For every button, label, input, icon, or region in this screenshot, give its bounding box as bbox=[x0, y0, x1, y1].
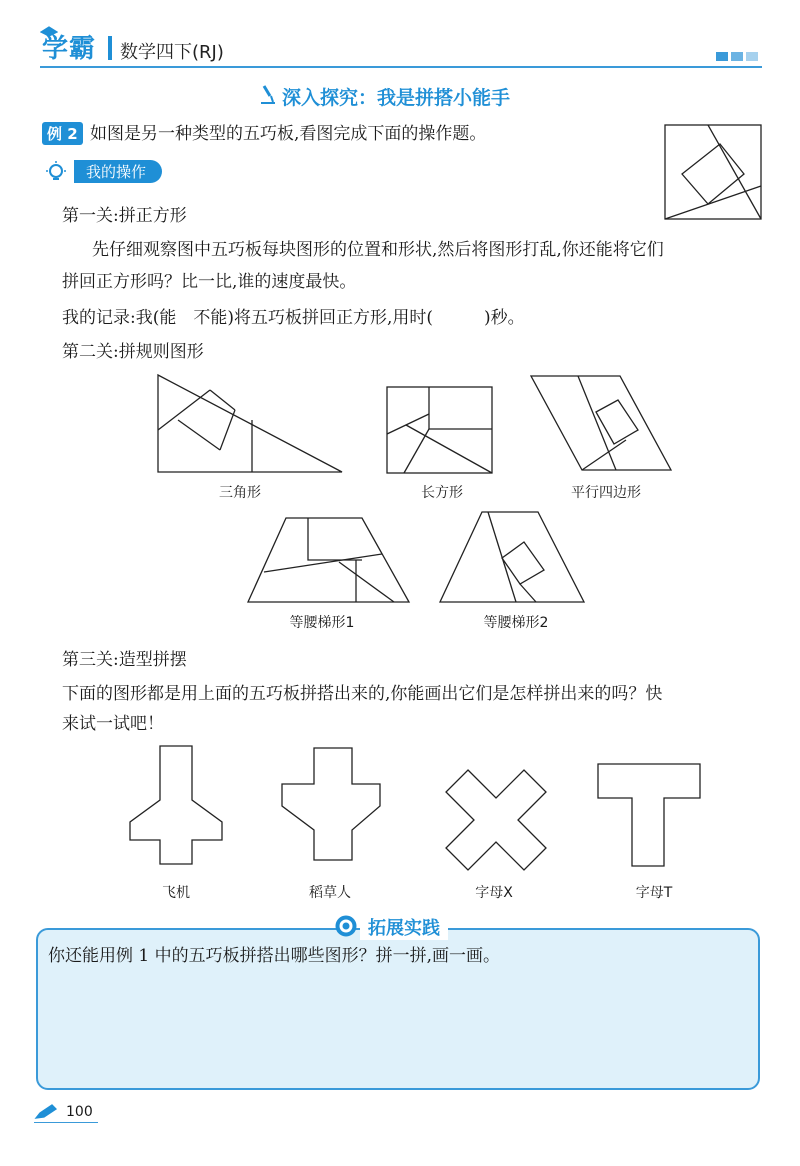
letter-t-figure bbox=[594, 760, 704, 872]
example-badge: 例 2 bbox=[42, 122, 83, 145]
tangram-square-figure bbox=[664, 124, 762, 224]
target-icon bbox=[334, 914, 358, 942]
triangle-figure bbox=[150, 370, 350, 476]
extension-text: 你还能用例 1 中的五巧板拼搭出哪些图形？拼一拼,画一画。 bbox=[48, 946, 501, 966]
shape-caption-scarecrow: 稻草人 bbox=[309, 885, 351, 901]
shape-caption-trapezoid2: 等腰梯形2 bbox=[483, 615, 549, 631]
level1-title: 第一关:拼正方形 bbox=[62, 206, 187, 226]
shape-caption-triangle: 三角形 bbox=[219, 485, 261, 501]
letter-x-figure bbox=[440, 764, 552, 876]
header-decoration bbox=[716, 52, 728, 61]
header-decoration bbox=[731, 52, 743, 61]
header-divider bbox=[108, 36, 112, 60]
level3-title: 第三关:造型拼摆 bbox=[62, 650, 187, 670]
pencil-icon bbox=[34, 1104, 58, 1124]
shape-caption-rectangle: 长方形 bbox=[421, 485, 463, 501]
level1-paragraph: 先仔细观察图中五巧板每块图形的位置和形状,然后将图形打乱,你还能将它们 bbox=[92, 240, 664, 260]
header-decoration bbox=[746, 52, 758, 61]
shape-caption-airplane: 飞机 bbox=[162, 885, 190, 901]
shape-caption-letter-t: 字母T bbox=[635, 885, 673, 901]
book-subtitle: 数学四下(RJ) bbox=[120, 42, 224, 63]
trapezoid2-figure bbox=[436, 508, 588, 606]
footer-rule bbox=[34, 1122, 98, 1123]
section-title: 深入探究：我是拼搭小能手 bbox=[282, 87, 511, 109]
lightbulb-icon bbox=[44, 160, 68, 188]
level2-title: 第二关:拼规则图形 bbox=[62, 342, 204, 362]
level1-paragraph: 拼回正方形吗？比一比,谁的速度最快。 bbox=[62, 272, 357, 292]
parallelogram-figure bbox=[526, 372, 676, 476]
page-number: 100 bbox=[66, 1104, 93, 1120]
airplane-figure bbox=[120, 742, 232, 868]
microscope-icon bbox=[258, 84, 278, 110]
level3-paragraph: 来试一试吧！ bbox=[62, 714, 164, 734]
shape-caption-letter-x: 字母X bbox=[475, 885, 513, 901]
rectangle-figure bbox=[384, 384, 496, 476]
operation-badge: 我的操作 bbox=[74, 160, 162, 183]
extension-title: 拓展实践 bbox=[360, 914, 448, 940]
scarecrow-figure bbox=[276, 744, 386, 864]
header-rule bbox=[40, 66, 762, 68]
level1-record: 我的记录:我(能 不能)将五巧板拼回正方形,用时( )秒。 bbox=[62, 308, 525, 328]
shape-caption-parallelogram: 平行四边形 bbox=[571, 485, 641, 501]
level3-paragraph: 下面的图形都是用上面的五巧板拼搭出来的,你能画出它们是怎样拼出来的吗？快 bbox=[62, 684, 663, 704]
trapezoid1-figure bbox=[244, 514, 414, 606]
example-text: 如图是另一种类型的五巧板,看图完成下面的操作题。 bbox=[90, 124, 487, 144]
brand-logo: 学霸 bbox=[42, 34, 97, 64]
shape-caption-trapezoid1: 等腰梯形1 bbox=[289, 615, 355, 631]
